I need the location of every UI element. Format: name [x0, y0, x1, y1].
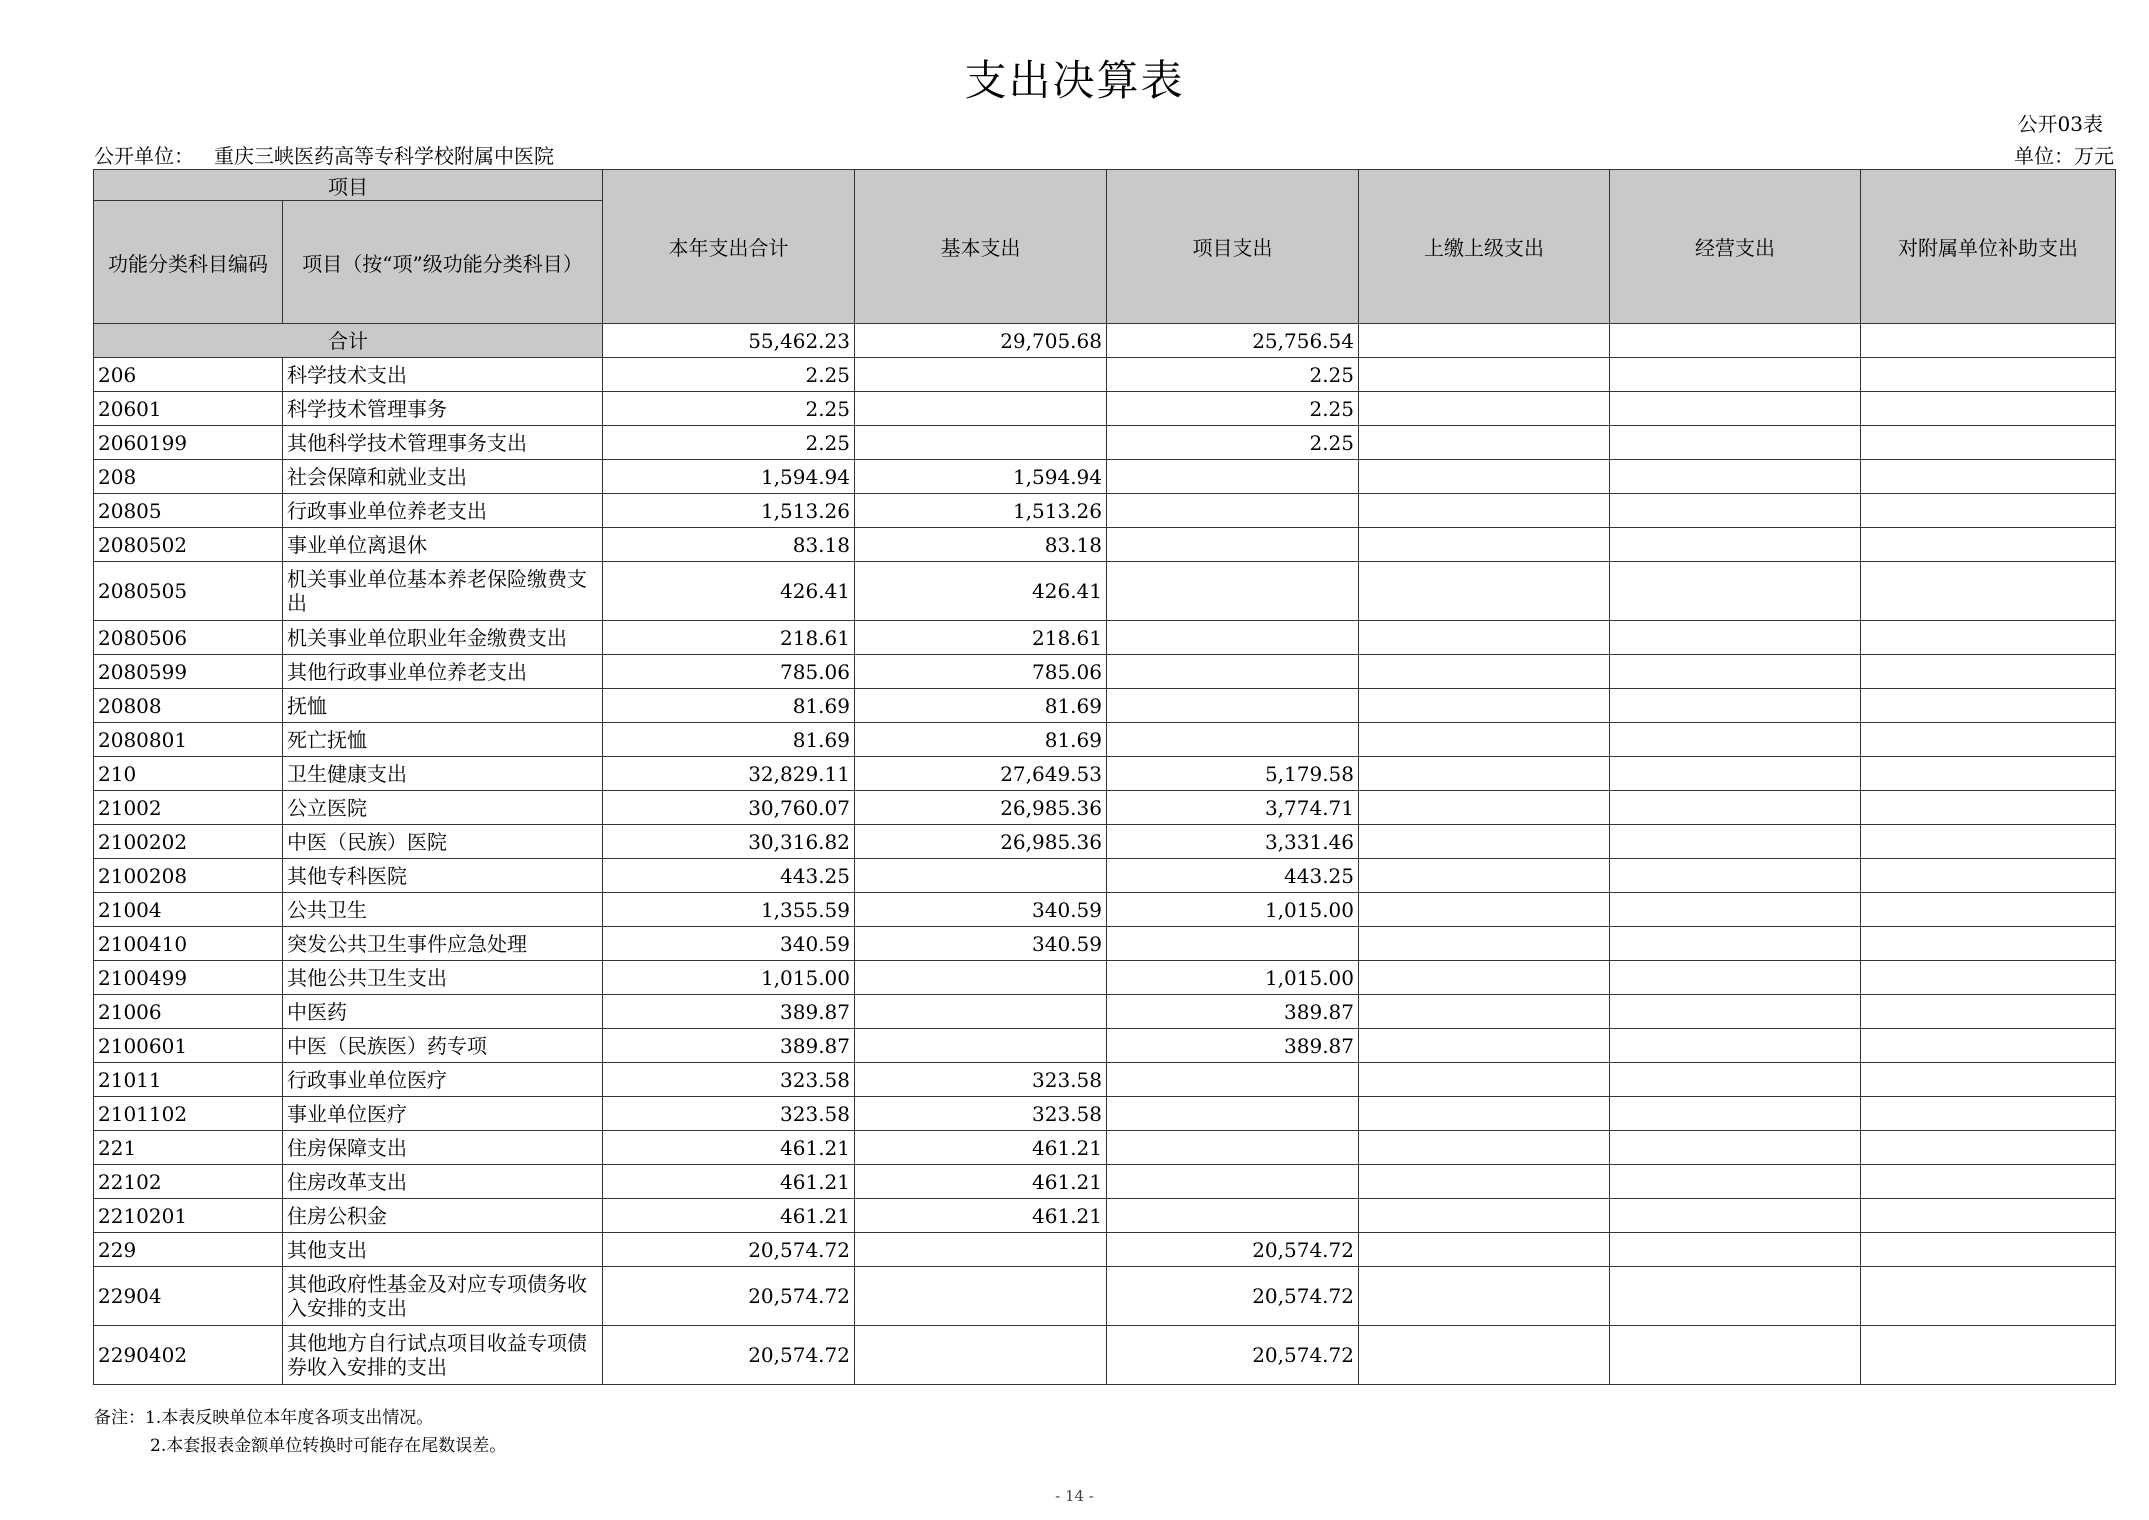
table-row [94, 460, 2116, 494]
row-upper [1359, 825, 1610, 859]
row-name: 行政事业单位养老支出 [283, 494, 603, 528]
row-name: 公立医院 [283, 791, 603, 825]
row-upper [1359, 562, 1610, 621]
table-id: 公开03表 [2017, 112, 2103, 136]
row-code: 22904 [94, 1267, 283, 1326]
table-row [94, 893, 2116, 927]
row-name: 行政事业单位医疗 [283, 1063, 603, 1097]
row-business [1610, 859, 1861, 893]
table-row [94, 723, 2116, 757]
row-name: 机关事业单位职业年金缴费支出 [283, 621, 603, 655]
row-business [1610, 1063, 1861, 1097]
row-project: 3,331.46 [1107, 825, 1359, 859]
row-project: 2.25 [1107, 426, 1359, 460]
table-row [94, 859, 2116, 893]
row-business [1610, 1267, 1861, 1326]
header-business: 经营支出 [1610, 170, 1861, 324]
row-subsidy [1861, 1063, 2116, 1097]
row-basic: 26,985.36 [855, 791, 1107, 825]
row-total: 218.61 [603, 621, 855, 655]
row-upper [1359, 358, 1610, 392]
row-basic [855, 1326, 1107, 1385]
row-total: 1,355.59 [603, 893, 855, 927]
row-upper [1359, 1063, 1610, 1097]
row-code: 21011 [94, 1063, 283, 1097]
row-code: 2100601 [94, 1029, 283, 1063]
row-total: 443.25 [603, 859, 855, 893]
row-subsidy [1861, 1233, 2116, 1267]
row-business [1610, 893, 1861, 927]
row-business [1610, 621, 1861, 655]
total-cell-total: 55,462.23 [603, 324, 855, 358]
header-subsidy: 对附属单位补助支出 [1861, 170, 2116, 324]
row-name: 其他科学技术管理事务支出 [283, 426, 603, 460]
row-name: 住房改革支出 [283, 1165, 603, 1199]
row-total: 20,574.72 [603, 1326, 855, 1385]
row-total: 389.87 [603, 995, 855, 1029]
row-total: 1,594.94 [603, 460, 855, 494]
row-business [1610, 1233, 1861, 1267]
row-business [1610, 995, 1861, 1029]
row-basic: 81.69 [855, 723, 1107, 757]
row-project: 20,574.72 [1107, 1267, 1359, 1326]
table-row [94, 791, 2116, 825]
row-project [1107, 689, 1359, 723]
row-business [1610, 723, 1861, 757]
row-business [1610, 426, 1861, 460]
row-business [1610, 1097, 1861, 1131]
row-name: 社会保障和就业支出 [283, 460, 603, 494]
page-title: 支出决算表 [964, 56, 1185, 105]
row-upper [1359, 995, 1610, 1029]
total-cell-business [1610, 324, 1861, 358]
row-basic: 340.59 [855, 893, 1107, 927]
row-subsidy [1861, 1199, 2116, 1233]
row-total: 1,015.00 [603, 961, 855, 995]
header-project: 项目 [94, 170, 603, 201]
row-code: 2060199 [94, 426, 283, 460]
row-total: 2.25 [603, 426, 855, 460]
row-total: 323.58 [603, 1097, 855, 1131]
row-upper [1359, 1233, 1610, 1267]
row-upper [1359, 460, 1610, 494]
row-subsidy [1861, 426, 2116, 460]
unit-info-row [94, 140, 2114, 168]
row-project: 2.25 [1107, 358, 1359, 392]
row-subsidy [1861, 358, 2116, 392]
row-business [1610, 392, 1861, 426]
row-project [1107, 460, 1359, 494]
row-basic: 1,513.26 [855, 494, 1107, 528]
row-project [1107, 1199, 1359, 1233]
reporting-unit [94, 140, 554, 169]
header-total: 本年支出合计 [603, 170, 855, 324]
row-basic: 323.58 [855, 1063, 1107, 1097]
row-subsidy [1861, 825, 2116, 859]
row-basic: 461.21 [855, 1165, 1107, 1199]
row-business [1610, 1131, 1861, 1165]
row-name: 其他行政事业单位养老支出 [283, 655, 603, 689]
row-basic: 461.21 [855, 1131, 1107, 1165]
row-total: 389.87 [603, 1029, 855, 1063]
row-code: 2100410 [94, 927, 283, 961]
row-upper [1359, 757, 1610, 791]
table-row [94, 1233, 2116, 1267]
row-subsidy [1861, 621, 2116, 655]
row-basic: 461.21 [855, 1199, 1107, 1233]
row-name: 科学技术支出 [283, 358, 603, 392]
table-row [94, 621, 2116, 655]
row-basic [855, 961, 1107, 995]
row-subsidy [1861, 562, 2116, 621]
table-row [94, 358, 2116, 392]
row-name: 突发公共卫生事件应急处理 [283, 927, 603, 961]
page-number: - 14 - [1055, 1487, 1094, 1505]
row-business [1610, 528, 1861, 562]
row-subsidy [1861, 995, 2116, 1029]
row-total: 20,574.72 [603, 1267, 855, 1326]
row-subsidy [1861, 494, 2116, 528]
row-business [1610, 494, 1861, 528]
row-subsidy [1861, 961, 2116, 995]
header-code: 功能分类科目编码 [94, 201, 283, 324]
table-row [94, 562, 2116, 621]
row-basic: 785.06 [855, 655, 1107, 689]
row-upper [1359, 791, 1610, 825]
row-project [1107, 1165, 1359, 1199]
row-subsidy [1861, 655, 2116, 689]
row-subsidy [1861, 528, 2116, 562]
header-basic: 基本支出 [855, 170, 1107, 324]
row-name: 机关事业单位基本养老保险缴费支出 [283, 562, 603, 621]
row-upper [1359, 494, 1610, 528]
row-code: 21002 [94, 791, 283, 825]
row-basic [855, 859, 1107, 893]
row-total: 20,574.72 [603, 1233, 855, 1267]
row-project [1107, 528, 1359, 562]
total-label: 合计 [94, 324, 603, 358]
header-name: 项目（按“项”级功能分类科目） [283, 201, 603, 324]
row-total: 461.21 [603, 1131, 855, 1165]
row-upper [1359, 392, 1610, 426]
row-business [1610, 689, 1861, 723]
table-row [94, 927, 2116, 961]
row-basic: 1,594.94 [855, 460, 1107, 494]
total-row [94, 324, 2116, 358]
row-code: 206 [94, 358, 283, 392]
row-subsidy [1861, 460, 2116, 494]
row-upper [1359, 621, 1610, 655]
row-project [1107, 621, 1359, 655]
row-code: 2101102 [94, 1097, 283, 1131]
total-cell-project: 25,756.54 [1107, 324, 1359, 358]
row-project [1107, 723, 1359, 757]
row-basic [855, 1267, 1107, 1326]
table-row [94, 757, 2116, 791]
row-code: 210 [94, 757, 283, 791]
row-upper [1359, 1165, 1610, 1199]
row-project [1107, 1097, 1359, 1131]
row-subsidy [1861, 1131, 2116, 1165]
row-code: 2080506 [94, 621, 283, 655]
row-code: 2080599 [94, 655, 283, 689]
row-project [1107, 494, 1359, 528]
row-business [1610, 1199, 1861, 1233]
row-code: 20805 [94, 494, 283, 528]
table-row [94, 1131, 2116, 1165]
row-business [1610, 961, 1861, 995]
total-cell-upper [1359, 324, 1610, 358]
row-subsidy [1861, 791, 2116, 825]
row-subsidy [1861, 689, 2116, 723]
notes [94, 1404, 506, 1460]
row-total: 2.25 [603, 358, 855, 392]
table-row [94, 1199, 2116, 1233]
row-code: 2080502 [94, 528, 283, 562]
row-name: 其他专科医院 [283, 859, 603, 893]
row-project [1107, 562, 1359, 621]
row-name: 其他支出 [283, 1233, 603, 1267]
row-total: 30,760.07 [603, 791, 855, 825]
table-row [94, 1267, 2116, 1326]
total-cell-subsidy [1861, 324, 2116, 358]
row-total: 426.41 [603, 562, 855, 621]
row-total: 461.21 [603, 1199, 855, 1233]
table-row [94, 528, 2116, 562]
row-project: 20,574.72 [1107, 1233, 1359, 1267]
row-basic: 81.69 [855, 689, 1107, 723]
row-project: 5,179.58 [1107, 757, 1359, 791]
table-row [94, 995, 2116, 1029]
row-upper [1359, 927, 1610, 961]
row-upper [1359, 859, 1610, 893]
row-project: 389.87 [1107, 1029, 1359, 1063]
row-name: 科学技术管理事务 [283, 392, 603, 426]
expenditure-table [93, 169, 2116, 1385]
row-subsidy [1861, 392, 2116, 426]
row-basic [855, 1029, 1107, 1063]
row-code: 20601 [94, 392, 283, 426]
note-1: 备注：1.本表反映单位本年度各项支出情况。 [94, 1408, 434, 1428]
row-code: 2210201 [94, 1199, 283, 1233]
row-business [1610, 1326, 1861, 1385]
row-basic [855, 995, 1107, 1029]
row-project [1107, 655, 1359, 689]
row-basic: 218.61 [855, 621, 1107, 655]
row-name: 中医（民族医）药专项 [283, 1029, 603, 1063]
row-project: 1,015.00 [1107, 961, 1359, 995]
row-project: 1,015.00 [1107, 893, 1359, 927]
row-upper [1359, 1326, 1610, 1385]
table-row [94, 1063, 2116, 1097]
row-basic [855, 392, 1107, 426]
row-name: 卫生健康支出 [283, 757, 603, 791]
row-name: 事业单位离退休 [283, 528, 603, 562]
row-basic: 340.59 [855, 927, 1107, 961]
table-row [94, 961, 2116, 995]
table-row [94, 689, 2116, 723]
row-total: 2.25 [603, 392, 855, 426]
table-row [94, 426, 2116, 460]
row-basic [855, 426, 1107, 460]
row-name: 抚恤 [283, 689, 603, 723]
row-upper [1359, 893, 1610, 927]
row-upper [1359, 1097, 1610, 1131]
reporting-unit-name: 重庆三峡医药高等专科学校附属中医院 [214, 144, 554, 168]
row-basic [855, 358, 1107, 392]
row-total: 83.18 [603, 528, 855, 562]
row-code: 221 [94, 1131, 283, 1165]
row-name: 其他地方自行试点项目收益专项债券收入安排的支出 [283, 1326, 603, 1385]
row-subsidy [1861, 1097, 2116, 1131]
row-business [1610, 655, 1861, 689]
row-subsidy [1861, 1326, 2116, 1385]
row-code: 20808 [94, 689, 283, 723]
row-business [1610, 825, 1861, 859]
row-name: 其他公共卫生支出 [283, 961, 603, 995]
total-cell-basic: 29,705.68 [855, 324, 1107, 358]
row-project [1107, 927, 1359, 961]
table-row [94, 494, 2116, 528]
row-name: 住房保障支出 [283, 1131, 603, 1165]
row-subsidy [1861, 893, 2116, 927]
row-project: 20,574.72 [1107, 1326, 1359, 1385]
row-basic: 323.58 [855, 1097, 1107, 1131]
row-upper [1359, 723, 1610, 757]
row-code: 22102 [94, 1165, 283, 1199]
row-code: 2080801 [94, 723, 283, 757]
table-row [94, 1029, 2116, 1063]
row-business [1610, 1029, 1861, 1063]
row-name: 中医（民族）医院 [283, 825, 603, 859]
row-code: 21006 [94, 995, 283, 1029]
row-total: 32,829.11 [603, 757, 855, 791]
row-total: 340.59 [603, 927, 855, 961]
row-subsidy [1861, 757, 2116, 791]
row-upper [1359, 1199, 1610, 1233]
row-name: 住房公积金 [283, 1199, 603, 1233]
row-code: 2290402 [94, 1326, 283, 1385]
row-business [1610, 1165, 1861, 1199]
row-project: 3,774.71 [1107, 791, 1359, 825]
row-basic: 27,649.53 [855, 757, 1107, 791]
row-total: 323.58 [603, 1063, 855, 1097]
table-row [94, 1326, 2116, 1385]
row-basic: 426.41 [855, 562, 1107, 621]
row-code: 229 [94, 1233, 283, 1267]
row-name: 死亡抚恤 [283, 723, 603, 757]
row-basic: 26,985.36 [855, 825, 1107, 859]
row-code: 2100208 [94, 859, 283, 893]
table-row [94, 392, 2116, 426]
row-code: 21004 [94, 893, 283, 927]
row-project [1107, 1131, 1359, 1165]
row-upper [1359, 528, 1610, 562]
row-business [1610, 757, 1861, 791]
row-code: 2100499 [94, 961, 283, 995]
header-upper-payment: 上缴上级支出 [1359, 170, 1610, 324]
row-upper [1359, 426, 1610, 460]
row-upper [1359, 1131, 1610, 1165]
currency-unit: 单位：万元 [2014, 144, 2114, 168]
row-code: 208 [94, 460, 283, 494]
row-name: 中医药 [283, 995, 603, 1029]
row-business [1610, 791, 1861, 825]
table-row [94, 655, 2116, 689]
row-subsidy [1861, 1267, 2116, 1326]
row-project: 2.25 [1107, 392, 1359, 426]
row-total: 785.06 [603, 655, 855, 689]
row-total: 1,513.26 [603, 494, 855, 528]
note-2: 2.本套报表金额单位转换时可能存在尾数误差。 [150, 1436, 507, 1456]
table-row [94, 1165, 2116, 1199]
row-subsidy [1861, 1029, 2116, 1063]
row-business [1610, 358, 1861, 392]
row-subsidy [1861, 859, 2116, 893]
row-total: 461.21 [603, 1165, 855, 1199]
row-name: 事业单位医疗 [283, 1097, 603, 1131]
table-row [94, 1097, 2116, 1131]
row-total: 30,316.82 [603, 825, 855, 859]
row-business [1610, 927, 1861, 961]
row-upper [1359, 961, 1610, 995]
row-code: 2100202 [94, 825, 283, 859]
row-upper [1359, 1267, 1610, 1326]
row-project: 389.87 [1107, 995, 1359, 1029]
row-business [1610, 562, 1861, 621]
row-basic [855, 1233, 1107, 1267]
row-upper [1359, 1029, 1610, 1063]
row-basic: 83.18 [855, 528, 1107, 562]
header-project-expenditure: 项目支出 [1107, 170, 1359, 324]
row-total: 81.69 [603, 723, 855, 757]
row-subsidy [1861, 1165, 2116, 1199]
row-name: 公共卫生 [283, 893, 603, 927]
row-upper [1359, 689, 1610, 723]
row-name: 其他政府性基金及对应专项债务收入安排的支出 [283, 1267, 603, 1326]
reporting-unit-label: 公开单位： [94, 144, 194, 168]
row-total: 81.69 [603, 689, 855, 723]
row-subsidy [1861, 927, 2116, 961]
row-business [1610, 460, 1861, 494]
row-code: 2080505 [94, 562, 283, 621]
row-project [1107, 1063, 1359, 1097]
row-subsidy [1861, 723, 2116, 757]
row-upper [1359, 655, 1610, 689]
table-row [94, 825, 2116, 859]
row-project: 443.25 [1107, 859, 1359, 893]
